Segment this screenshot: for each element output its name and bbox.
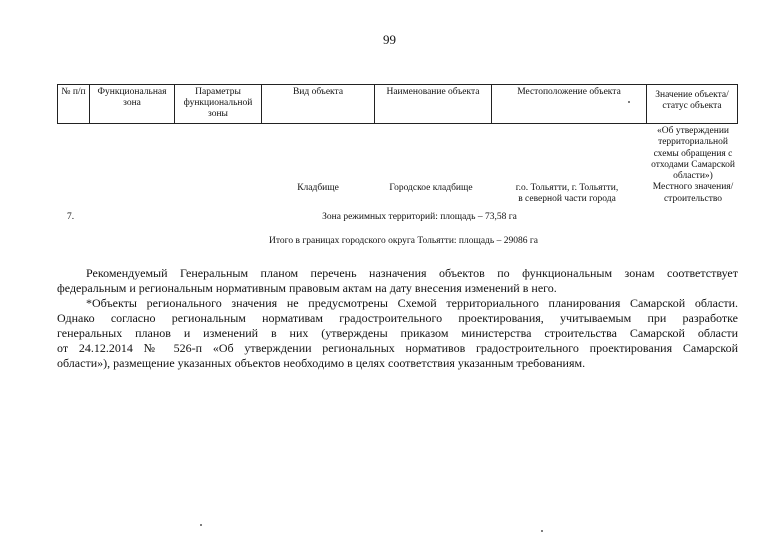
paragraph-line: от 24.12.2014 № 526-п «Об утверждении региональных нормативов градостроительного проектирования Самарской (57, 341, 738, 355)
header-functional-zone: Функциональная зона (97, 87, 167, 108)
header-zone-parameters: Параметры функциональной зоны (183, 87, 253, 119)
paragraph-2-cont (57, 311, 738, 371)
object-status-cell (643, 126, 743, 205)
status-line: территориальной (658, 137, 728, 148)
status-line: строительство (663, 193, 723, 204)
status-line: схемы обращения с (653, 148, 733, 159)
header-object-name: Наименование объекта (386, 87, 480, 97)
scan-speck (628, 101, 630, 103)
row-7-zone: Зона режимных территорий: площадь – 73,58 га (322, 212, 517, 222)
paragraph-line: Рекомендуемый Генеральным планом перечень назначения объектов по функциональным зонам соответствует (86, 266, 738, 280)
paragraph-line: генеральных планов и изменений в них (утверждены приказом министерства строительства Самарской области (57, 326, 738, 340)
paragraph-1 (86, 266, 738, 281)
total-area: Итого в границах городского округа Тольятти: площадь – 29086 га (269, 236, 538, 246)
status-line: «Об утверждении (657, 126, 729, 136)
table-header (57, 84, 738, 124)
paragraph-1-cont (57, 281, 738, 296)
header-object-status: Значение объекта/статус объекта (655, 90, 729, 111)
status-line: области») (673, 171, 713, 182)
paragraph-line: *Объекты регионального значения не предусмотрены Схемой территориального планирования Самарской области. (86, 296, 738, 310)
object-location-cell (490, 183, 644, 206)
page-number: 99 (383, 32, 396, 47)
status-line: отходами Самарской (651, 159, 735, 170)
status-line: Местного значения/ (652, 182, 734, 193)
object-name-cell: Городское кладбище (389, 183, 473, 193)
location-line: в северной части города (518, 194, 616, 205)
paragraph-2 (86, 296, 738, 311)
scan-speck (541, 530, 543, 532)
paragraph-line: федеральным и региональным нормативным правовым актам на дату внесения изменений в него. (57, 281, 557, 295)
scan-speck (200, 524, 202, 526)
object-type-cell: Кладбище (297, 183, 339, 193)
header-object-type: Вид объекта (292, 87, 344, 97)
paragraph-line: Однако согласно региональным нормативам градостроительного проектирования, учитываемым при разработке (57, 311, 738, 325)
row-7-number: 7. (67, 212, 75, 222)
location-line: г.о. Тольятти, г. Тольятти, (515, 183, 619, 193)
header-object-location: Местоположение объекта (517, 87, 621, 97)
paragraph-line: области»), размещение указанных объектов необходимо в целях соответствия указанным требованиям. (57, 356, 586, 370)
header-number: № п/п (61, 87, 86, 97)
